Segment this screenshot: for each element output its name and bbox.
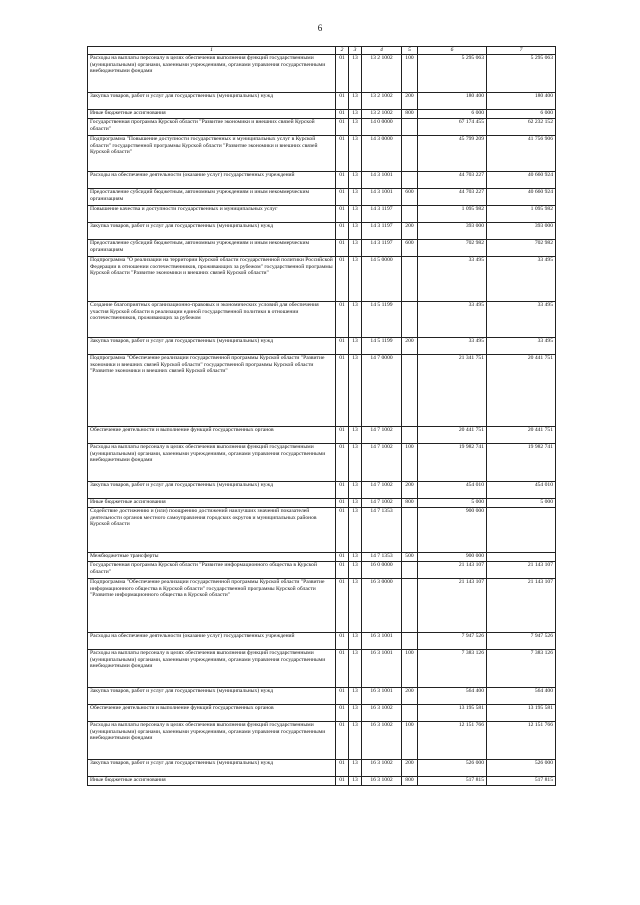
section-code-cell: 01 — [336, 777, 349, 786]
amount-year1-cell: 702 982 — [418, 240, 487, 257]
expense-type-cell — [402, 302, 418, 338]
subsection-code-cell: 13 — [349, 302, 362, 338]
expense-type-cell: 200 — [402, 482, 418, 499]
amount-year2-cell: 21 143 107 — [487, 562, 556, 579]
row-name-cell: Иные бюджетные ассигнования — [88, 110, 336, 119]
row-name-cell: Закупка товаров, работ и услуг для государственных (муниципальных) нужд — [88, 338, 336, 355]
amount-year1-cell: 526 000 — [418, 760, 487, 777]
amount-year1-cell: 33 495 — [418, 338, 487, 355]
table-row — [88, 338, 556, 355]
amount-year2-cell: 6 000 — [487, 110, 556, 119]
amount-year1-cell: 45 799 209 — [418, 136, 487, 172]
amount-year1-cell: 517 815 — [418, 777, 487, 786]
section-code-cell: 01 — [336, 189, 349, 206]
row-name-cell: Содействие достижению и (или) поощрению достижений наилучших значений показателей деятельности органов местного самоуправления городских округов и муниципальных районов Курской области — [88, 508, 336, 553]
row-name-cell: Подпрограмма "О реализации на территории Курской области государственной политики Российской Федерации в отношении соотечественников, проживающих за рубежом" государственной программы Курской области "Развитие экономики и внешних связей Курской области" — [88, 257, 336, 302]
table-row — [88, 427, 556, 444]
expense-type-cell: 100 — [402, 55, 418, 93]
subsection-code-cell: 13 — [349, 508, 362, 553]
section-code-cell: 01 — [336, 688, 349, 705]
section-code-cell: 01 — [336, 633, 349, 650]
table-row — [88, 508, 556, 553]
row-name-cell: Закупка товаров, работ и услуг для государственных (муниципальных) нужд — [88, 482, 336, 499]
target-article-cell: 14 7 1002 — [362, 482, 402, 499]
table-row — [88, 189, 556, 206]
subsection-code-cell: 13 — [349, 119, 362, 136]
table-row — [88, 223, 556, 240]
amount-year1-cell: 393 000 — [418, 223, 487, 240]
budget-table — [87, 46, 556, 786]
amount-year1-cell: 5 295 063 — [418, 55, 487, 93]
row-name-cell: Повышение качества и доступности государственных и муниципальных услуг — [88, 206, 336, 223]
expense-type-cell: 200 — [402, 760, 418, 777]
section-code-cell: 01 — [336, 136, 349, 172]
column-header: 5 — [402, 47, 418, 55]
amount-year2-cell: 526 000 — [487, 760, 556, 777]
subsection-code-cell: 13 — [349, 257, 362, 302]
section-code-cell: 01 — [336, 55, 349, 93]
amount-year2-cell: 41 756 906 — [487, 136, 556, 172]
amount-year1-cell: 180 400 — [418, 93, 487, 110]
expense-type-cell: 500 — [402, 553, 418, 562]
target-article-cell: 16 3 1002 — [362, 722, 402, 760]
amount-year1-cell: 454 010 — [418, 482, 487, 499]
section-code-cell: 01 — [336, 760, 349, 777]
subsection-code-cell: 13 — [349, 688, 362, 705]
row-name-cell: Закупка товаров, работ и услуг для государственных (муниципальных) нужд — [88, 223, 336, 240]
expense-type-cell: 200 — [402, 93, 418, 110]
section-code-cell: 01 — [336, 579, 349, 633]
expense-type-cell: 200 — [402, 338, 418, 355]
subsection-code-cell: 13 — [349, 55, 362, 93]
section-code-cell: 01 — [336, 427, 349, 444]
section-code-cell: 01 — [336, 240, 349, 257]
amount-year1-cell: 33 495 — [418, 257, 487, 302]
target-article-cell: 14 7 0000 — [362, 355, 402, 427]
expense-type-cell — [402, 427, 418, 444]
row-name-cell: Подпрограмма "Повышение доступности государственных и муниципальных услуг в Курской области" государственной программы Курской области "Развитие экономики и внешних связей Курской области" — [88, 136, 336, 172]
table-row — [88, 705, 556, 722]
page-number: 6 — [317, 23, 323, 33]
row-name-cell: Закупка товаров, работ и услуг для государственных (муниципальных) нужд — [88, 760, 336, 777]
subsection-code-cell: 13 — [349, 650, 362, 688]
target-article-cell: 14 5 0000 — [362, 257, 402, 302]
section-code-cell: 01 — [336, 119, 349, 136]
amount-year1-cell: 12 151 766 — [418, 722, 487, 760]
amount-year2-cell: 5 295 063 — [487, 55, 556, 93]
amount-year2-cell: 702 982 — [487, 240, 556, 257]
row-name-cell: Расходы на выплаты персоналу в целях обеспечения выполнения функций государственными (муниципальными) органами, казенными учреждениями, органами управления государственными внебюджетными фондами — [88, 55, 336, 93]
subsection-code-cell: 13 — [349, 482, 362, 499]
row-name-cell: Иные бюджетные ассигнования — [88, 499, 336, 508]
amount-year1-cell: 19 982 741 — [418, 444, 487, 482]
amount-year2-cell: 33 495 — [487, 338, 556, 355]
expense-type-cell — [402, 579, 418, 633]
amount-year1-cell: 21 341 751 — [418, 355, 487, 427]
table-row — [88, 93, 556, 110]
subsection-code-cell: 13 — [349, 206, 362, 223]
section-code-cell: 01 — [336, 482, 349, 499]
row-name-cell: Обеспечение деятельности и выполнение функций государственных органов — [88, 427, 336, 444]
table-row — [88, 633, 556, 650]
amount-year2-cell: 21 143 107 — [487, 579, 556, 633]
table-row — [88, 444, 556, 482]
amount-year2-cell: 180 400 — [487, 93, 556, 110]
amount-year2-cell: 393 000 — [487, 223, 556, 240]
expense-type-cell: 100 — [402, 650, 418, 688]
subsection-code-cell: 13 — [349, 110, 362, 119]
target-article-cell: 14 3 1197 — [362, 223, 402, 240]
target-article-cell: 14 7 1002 — [362, 427, 402, 444]
section-code-cell: 01 — [336, 110, 349, 119]
section-code-cell: 01 — [336, 705, 349, 722]
amount-year1-cell: 5 000 — [418, 499, 487, 508]
amount-year2-cell: 62 232 152 — [487, 119, 556, 136]
amount-year2-cell: 40 660 924 — [487, 172, 556, 189]
amount-year2-cell: 454 010 — [487, 482, 556, 499]
expense-type-cell — [402, 206, 418, 223]
target-article-cell: 14 7 1002 — [362, 499, 402, 508]
table-row — [88, 206, 556, 223]
amount-year2-cell: 19 982 741 — [487, 444, 556, 482]
expense-type-cell — [402, 705, 418, 722]
row-name-cell: Государственная программа Курской области "Развитие информационного общества в Курской области" — [88, 562, 336, 579]
target-article-cell: 16 3 1002 — [362, 760, 402, 777]
subsection-code-cell: 13 — [349, 240, 362, 257]
amount-year2-cell: 7 947 526 — [487, 633, 556, 650]
row-name-cell: Расходы на выплаты персоналу в целях обеспечения выполнения функций государственными (муниципальными) органами, казенными учреждениями, органами управления государственными внебюджетными фондами — [88, 444, 336, 482]
subsection-code-cell: 13 — [349, 444, 362, 482]
amount-year1-cell: 13 195 581 — [418, 705, 487, 722]
row-name-cell: Предоставление субсидий бюджетным, автономным учреждениям и иным некоммерческим организациям — [88, 240, 336, 257]
amount-year2-cell: 1 095 982 — [487, 206, 556, 223]
amount-year2-cell: 20 441 751 — [487, 355, 556, 427]
target-article-cell: 14 3 1001 — [362, 189, 402, 206]
table-row — [88, 119, 556, 136]
expense-type-cell — [402, 257, 418, 302]
section-code-cell: 01 — [336, 338, 349, 355]
amount-year2-cell: 33 495 — [487, 257, 556, 302]
column-header: 6 — [418, 47, 487, 55]
section-code-cell: 01 — [336, 355, 349, 427]
expense-type-cell — [402, 136, 418, 172]
target-article-cell: 16 3 1002 — [362, 705, 402, 722]
table-row — [88, 172, 556, 189]
table-row — [88, 760, 556, 777]
row-name-cell: Обеспечение деятельности и выполнение функций государственных органов — [88, 705, 336, 722]
row-name-cell: Расходы на обеспечение деятельности (оказание услуг) государственных учреждений — [88, 172, 336, 189]
amount-year1-cell: 21 143 107 — [418, 562, 487, 579]
row-name-cell: Расходы на обеспечение деятельности (оказание услуг) государственных учреждений — [88, 633, 336, 650]
row-name-cell: Подпрограмма "Обеспечение реализации государственной программы Курской области "Развитие информационного общества в Курской области" государственной программы Курской области "Развитие информационного общества в Курской области" — [88, 579, 336, 633]
amount-year1-cell: 564 400 — [418, 688, 487, 705]
target-article-cell: 14 3 1001 — [362, 172, 402, 189]
amount-year2-cell: 20 441 751 — [487, 427, 556, 444]
amount-year1-cell: 44 703 227 — [418, 172, 487, 189]
expense-type-cell: 600 — [402, 189, 418, 206]
table-row — [88, 562, 556, 579]
subsection-code-cell: 13 — [349, 93, 362, 110]
section-code-cell: 01 — [336, 302, 349, 338]
expense-type-cell: 800 — [402, 110, 418, 119]
target-article-cell: 13 2 1002 — [362, 110, 402, 119]
subsection-code-cell: 13 — [349, 499, 362, 508]
table-row — [88, 302, 556, 338]
table-row — [88, 257, 556, 302]
table-row — [88, 688, 556, 705]
section-code-cell: 01 — [336, 257, 349, 302]
column-header: 4 — [362, 47, 402, 55]
amount-year1-cell: 21 143 107 — [418, 579, 487, 633]
subsection-code-cell: 13 — [349, 760, 362, 777]
expense-type-cell: 800 — [402, 499, 418, 508]
expense-type-cell: 100 — [402, 444, 418, 482]
subsection-code-cell: 13 — [349, 579, 362, 633]
expense-type-cell — [402, 633, 418, 650]
subsection-code-cell: 13 — [349, 777, 362, 786]
subsection-code-cell: 13 — [349, 355, 362, 427]
amount-year1-cell: 7 383 126 — [418, 650, 487, 688]
subsection-code-cell: 13 — [349, 223, 362, 240]
table-row — [88, 55, 556, 93]
table-body — [88, 55, 556, 786]
target-article-cell: 14 5 1199 — [362, 302, 402, 338]
target-article-cell: 16 3 1002 — [362, 777, 402, 786]
section-code-cell: 01 — [336, 508, 349, 553]
amount-year2-cell: 40 660 924 — [487, 189, 556, 206]
expense-type-cell — [402, 508, 418, 553]
section-code-cell: 01 — [336, 722, 349, 760]
target-article-cell: 16 3 1001 — [362, 633, 402, 650]
row-name-cell: Расходы на выплаты персоналу в целях обеспечения выполнения функций государственными (муниципальными) органами, казенными учреждениями, органами управления государственными внебюджетными фондами — [88, 722, 336, 760]
target-article-cell: 14 3 1197 — [362, 206, 402, 223]
target-article-cell: 14 3 1197 — [362, 240, 402, 257]
amount-year2-cell: 33 495 — [487, 302, 556, 338]
amount-year1-cell: 44 703 227 — [418, 189, 487, 206]
row-name-cell: Иные бюджетные ассигнования — [88, 777, 336, 786]
amount-year1-cell: 900 000 — [418, 508, 487, 553]
target-article-cell: 14 0 0000 — [362, 119, 402, 136]
subsection-code-cell: 13 — [349, 136, 362, 172]
target-article-cell: 14 7 1353 — [362, 553, 402, 562]
section-code-cell: 01 — [336, 93, 349, 110]
column-header: 3 — [349, 47, 362, 55]
target-article-cell: 14 7 1353 — [362, 508, 402, 553]
section-code-cell: 01 — [336, 562, 349, 579]
section-code-cell: 01 — [336, 172, 349, 189]
target-article-cell: 14 3 0000 — [362, 136, 402, 172]
expense-type-cell: 600 — [402, 240, 418, 257]
amount-year1-cell: 900 000 — [418, 553, 487, 562]
expense-type-cell: 100 — [402, 722, 418, 760]
amount-year2-cell — [487, 508, 556, 553]
expense-type-cell: 800 — [402, 777, 418, 786]
column-header: 1 — [88, 47, 336, 55]
section-code-cell: 01 — [336, 553, 349, 562]
target-article-cell: 16 3 1001 — [362, 688, 402, 705]
amount-year2-cell: 7 383 126 — [487, 650, 556, 688]
amount-year1-cell: 67 174 455 — [418, 119, 487, 136]
target-article-cell: 14 7 1002 — [362, 444, 402, 482]
table-row — [88, 722, 556, 760]
target-article-cell: 16 3 1001 — [362, 650, 402, 688]
subsection-code-cell: 13 — [349, 189, 362, 206]
table-row — [88, 240, 556, 257]
expense-type-cell — [402, 562, 418, 579]
table-row — [88, 777, 556, 786]
table-row — [88, 499, 556, 508]
target-article-cell: 16 3 0000 — [362, 579, 402, 633]
expense-type-cell — [402, 119, 418, 136]
amount-year2-cell: 564 400 — [487, 688, 556, 705]
expense-type-cell — [402, 172, 418, 189]
table-row — [88, 110, 556, 119]
amount-year1-cell: 33 495 — [418, 302, 487, 338]
row-name-cell: Закупка товаров, работ и услуг для государственных (муниципальных) нужд — [88, 93, 336, 110]
table-row — [88, 482, 556, 499]
amount-year2-cell: 13 195 581 — [487, 705, 556, 722]
target-article-cell: 13 2 1002 — [362, 93, 402, 110]
row-name-cell: Создание благоприятных организационно-правовых и экономических условий для обеспечения участия Курской области в реализации единой государственной политики в отношении соотечественников, проживающих за рубежом — [88, 302, 336, 338]
target-article-cell: 16 0 0000 — [362, 562, 402, 579]
subsection-code-cell: 13 — [349, 553, 362, 562]
row-name-cell: Предоставление субсидий бюджетным, автономным учреждениям и иным некоммерческим организациям — [88, 189, 336, 206]
row-name-cell: Закупка товаров, работ и услуг для государственных (муниципальных) нужд — [88, 688, 336, 705]
subsection-code-cell: 13 — [349, 562, 362, 579]
table-row — [88, 136, 556, 172]
subsection-code-cell: 13 — [349, 722, 362, 760]
table-row — [88, 650, 556, 688]
subsection-code-cell: 13 — [349, 338, 362, 355]
row-name-cell: Расходы на выплаты персоналу в целях обеспечения выполнения функций государственными (муниципальными) органами, казенными учреждениями, органами управления государственными внебюджетными фондами — [88, 650, 336, 688]
table-header-row — [88, 47, 556, 55]
amount-year1-cell: 20 441 751 — [418, 427, 487, 444]
row-name-cell: Межбюджетные трансферты — [88, 553, 336, 562]
section-code-cell: 01 — [336, 499, 349, 508]
section-code-cell: 01 — [336, 223, 349, 240]
column-header: 7 — [487, 47, 556, 55]
section-code-cell: 01 — [336, 444, 349, 482]
target-article-cell: 14 5 1199 — [362, 338, 402, 355]
subsection-code-cell: 13 — [349, 705, 362, 722]
section-code-cell: 01 — [336, 650, 349, 688]
amount-year2-cell: 517 815 — [487, 777, 556, 786]
amount-year1-cell: 6 000 — [418, 110, 487, 119]
amount-year2-cell — [487, 553, 556, 562]
column-header: 2 — [336, 47, 349, 55]
amount-year2-cell: 12 151 766 — [487, 722, 556, 760]
target-article-cell: 13 2 1002 — [362, 55, 402, 93]
table-row — [88, 579, 556, 633]
amount-year2-cell: 5 000 — [487, 499, 556, 508]
table-row — [88, 553, 556, 562]
row-name-cell: Государственная программа Курской области "Развитие экономики и внешних связей Курской области" — [88, 119, 336, 136]
table-row — [88, 355, 556, 427]
expense-type-cell: 200 — [402, 688, 418, 705]
subsection-code-cell: 13 — [349, 172, 362, 189]
subsection-code-cell: 13 — [349, 427, 362, 444]
row-name-cell: Подпрограмма "Обеспечение реализации государственной программы Курской области "Развитие экономики и внешних связей Курской области" государственной программы Курской области "Развитие экономики и внешних связей Курской области" — [88, 355, 336, 427]
amount-year1-cell: 7 947 526 — [418, 633, 487, 650]
subsection-code-cell: 13 — [349, 633, 362, 650]
amount-year1-cell: 1 095 982 — [418, 206, 487, 223]
expense-type-cell: 200 — [402, 223, 418, 240]
section-code-cell: 01 — [336, 206, 349, 223]
expense-type-cell — [402, 355, 418, 427]
